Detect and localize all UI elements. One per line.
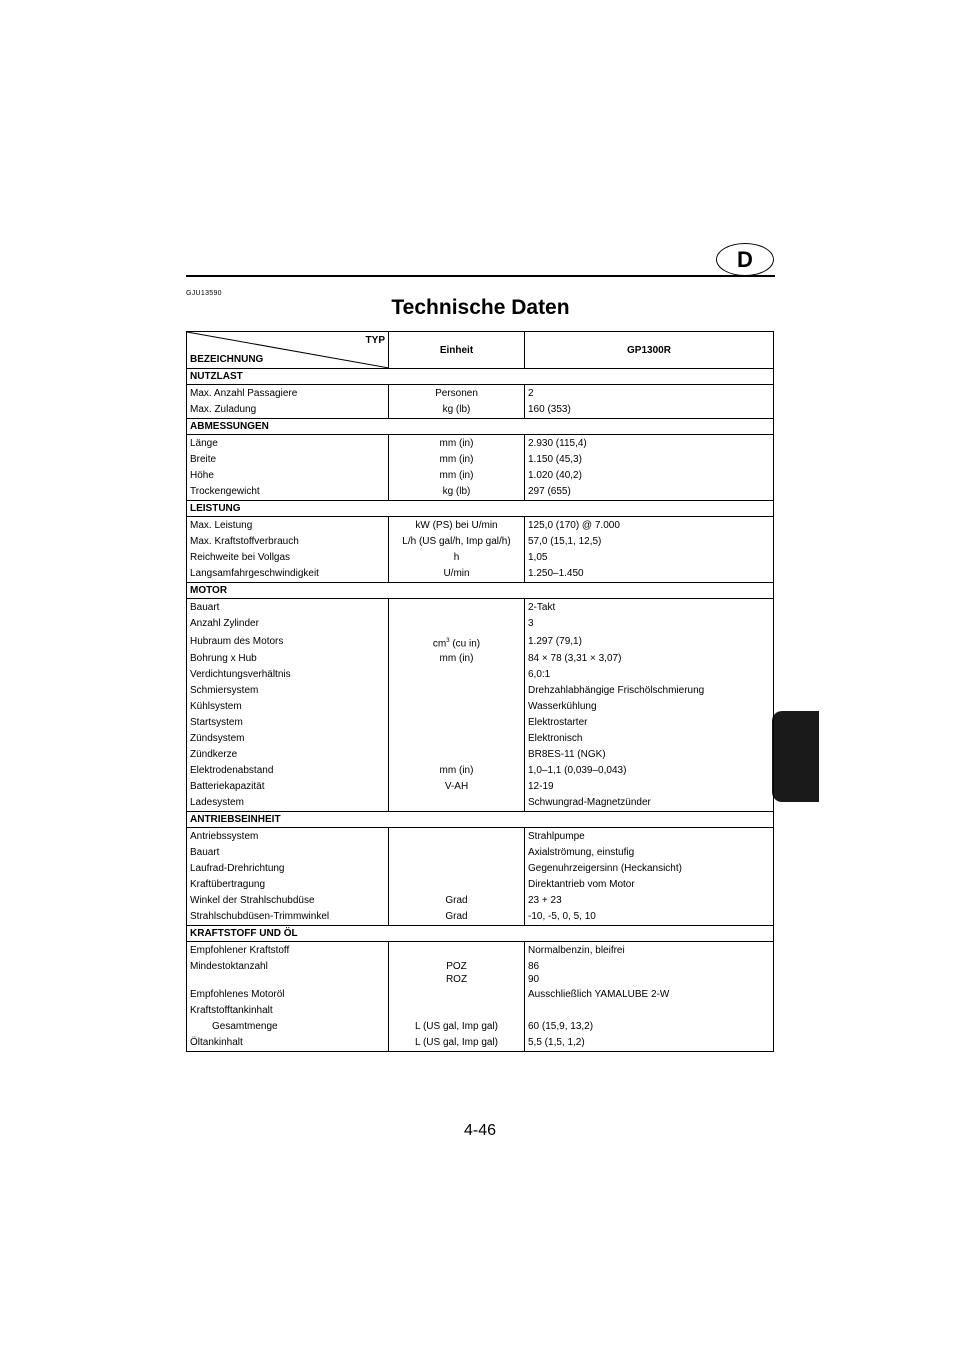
spec-value [528, 1003, 773, 1019]
section-title: ANTRIEBSEINHEIT [187, 812, 773, 828]
spec-value: 84 × 78 (3,31 × 3,07) [528, 653, 622, 664]
chapter-tab [772, 711, 819, 802]
spec-value: Ausschließlich YAMALUBE 2-W [528, 989, 670, 1000]
spec-value: 5,5 (1,5, 1,2) [528, 1037, 585, 1048]
section-kraftstoff [187, 942, 773, 1051]
spec-name: Bohrung x Hub [190, 653, 257, 664]
spec-name: Max. Kraftstoffverbrauch [190, 536, 299, 547]
spec-value: 297 (655) [528, 486, 571, 497]
spec-name: Empfohlener Kraftstoff [190, 945, 290, 956]
spec-value: 125,0 (170) @ 7.000 [528, 520, 620, 531]
spec-name: Anzahl Zylinder [190, 618, 259, 629]
bezeichnung-label: BEZEICHNUNG [190, 354, 264, 365]
spec-unit: mm (in) [439, 438, 474, 449]
spec-name: Laufrad-Drehrichtung [190, 863, 285, 874]
section-title: KRAFTSTOFF UND ÖL [187, 926, 773, 942]
spec-name: Elektrodenabstand [190, 765, 274, 776]
spec-name: Bauart [190, 847, 220, 858]
spec-name: Länge [190, 438, 218, 449]
spec-name: Schmiersystem [190, 685, 259, 696]
section-motor [187, 599, 773, 812]
spec-name: Kraftübertragung [190, 879, 266, 890]
spec-value: 2 [528, 388, 534, 399]
spec-unit: Personen [435, 388, 478, 399]
spec-name: Max. Leistung [190, 520, 253, 531]
spec-value: 160 (353) [528, 404, 571, 415]
spec-name: Empfohlenes Motoröl [190, 989, 285, 1000]
spec-name: Batteriekapazität [190, 781, 265, 792]
spec-unit: $cm^3$ (cu in) [432, 638, 481, 650]
section-antriebseinheit [187, 828, 773, 926]
spec-name: Ladesystem [190, 797, 244, 808]
section-abmessungen [187, 435, 773, 501]
section-title: ABMESSUNGEN [187, 419, 773, 435]
spec-name: Zündsystem [190, 733, 245, 744]
spec-unit: kg (lb) [442, 404, 471, 415]
page-number: 4-46 [463, 1122, 497, 1139]
header-rule [186, 275, 775, 277]
spec-value: 1.250–1.450 [528, 568, 584, 579]
spec-name: Antriebssystem [190, 831, 259, 842]
spec-unit: L/h (US gal/h, Imp gal/h) [402, 536, 511, 547]
spec-name: Kraftstofftankinhalt [190, 1005, 273, 1016]
spec-name: Verdichtungsverhältnis [190, 669, 291, 680]
spec-value: Elektronisch [528, 733, 583, 744]
header-diagonal-cell [187, 332, 389, 368]
section-nutzlast [187, 385, 773, 419]
spec-unit: kW (PS) bei U/min [415, 520, 498, 531]
spec-value: 6,0:1 [528, 669, 551, 680]
spec-unit: mm (in) [439, 454, 474, 465]
spec-unit: mm (in) [439, 653, 474, 664]
spec-value: Normalbenzin, bleifrei [528, 945, 625, 956]
spec-unit: kg (lb) [442, 486, 471, 497]
spec-value: 86 90 [528, 961, 540, 985]
spec-value: Axialströmung, einstufig [528, 847, 635, 858]
spec-name: Gesamtmenge [212, 1021, 278, 1032]
spec-name: Reichweite bei Vollgas [190, 552, 291, 563]
spec-value: 57,0 (15,1, 12,5) [528, 536, 602, 547]
spec-name: Breite [190, 454, 217, 465]
spec-unit: L (US gal, Imp gal) [415, 1021, 498, 1032]
spec-name: Max. Zuladung [190, 404, 257, 415]
spec-value: 2.930 (115,4) [528, 438, 587, 449]
spec-value: Drehzahlabhängige Frischölschmierung [528, 685, 705, 696]
typ-label: TYP [365, 335, 385, 346]
document-code: GJU13590 [186, 290, 222, 297]
spec-value: Gegenuhrzeigersinn (Heckansicht) [528, 863, 682, 874]
spec-name: Winkel der Strahlschubdüse [190, 895, 315, 906]
spec-value: 12-19 [528, 781, 554, 792]
spec-name: Zündkerze [190, 749, 238, 760]
page-title: Technische Daten [391, 296, 570, 319]
spec-name: Trockengewicht [190, 486, 260, 497]
spec-unit: Grad [445, 911, 468, 922]
table-header [187, 332, 773, 369]
spec-name: Bauart [190, 602, 220, 613]
spec-value: 1.297 (79,1) [528, 636, 582, 647]
einheit-header: Einheit [389, 332, 525, 368]
spec-unit: Grad [445, 895, 468, 906]
spec-value: 1,05 [528, 552, 548, 563]
spec-name: Langsamfahrgeschwindigkeit [190, 568, 319, 579]
spec-table [186, 331, 774, 1052]
spec-value: 1,0–1,1 (0,039–0,043) [528, 765, 627, 776]
spec-value: 60 (15,9, 13,2) [528, 1021, 594, 1032]
spec-value: BR8ES-11 (NGK) [528, 749, 606, 760]
section-leistung [187, 517, 773, 583]
spec-name: Startsystem [190, 717, 243, 728]
spec-value: 23 + 23 [528, 895, 562, 906]
spec-name: Max. Anzahl Passagiere [190, 388, 298, 399]
spec-value: 1.150 (45,3) [528, 454, 582, 465]
spec-value: Direktantrieb vom Motor [528, 879, 635, 890]
spec-value: Strahlpumpe [528, 831, 585, 842]
section-title: LEISTUNG [187, 501, 773, 517]
spec-unit: h [453, 552, 460, 563]
model-header: GP1300R [627, 344, 671, 356]
spec-value: Wasserkühlung [528, 701, 597, 712]
spec-value: Schwungrad-Magnetzünder [528, 797, 651, 808]
spec-unit: POZ ROZ [445, 961, 468, 985]
spec-value: Elektrostarter [528, 717, 588, 728]
spec-name: Höhe [190, 470, 214, 481]
section-title: MOTOR [187, 583, 773, 599]
spec-unit: mm (in) [439, 765, 474, 776]
spec-name: Hubraum des Motors [190, 636, 284, 647]
spec-unit: mm (in) [439, 470, 474, 481]
section-title: NUTZLAST [187, 369, 773, 385]
spec-value: -10, -5, 0, 5, 10 [528, 911, 596, 922]
spec-unit: L (US gal, Imp gal) [415, 1037, 498, 1048]
language-badge: D [716, 243, 774, 276]
spec-unit: U/min [443, 568, 470, 579]
spec-value: 3 [528, 618, 534, 629]
spec-name: Mindestoktanzahl [190, 961, 268, 972]
spec-name: Strahlschubdüsen-Trimmwinkel [190, 911, 330, 922]
spec-unit: V-AH [444, 781, 469, 792]
spec-name: Kühlsystem [190, 701, 242, 712]
spec-value: 2-Takt [528, 602, 556, 613]
spec-value: 1.020 (40,2) [528, 470, 582, 481]
spec-name: Öltankinhalt [190, 1037, 243, 1048]
